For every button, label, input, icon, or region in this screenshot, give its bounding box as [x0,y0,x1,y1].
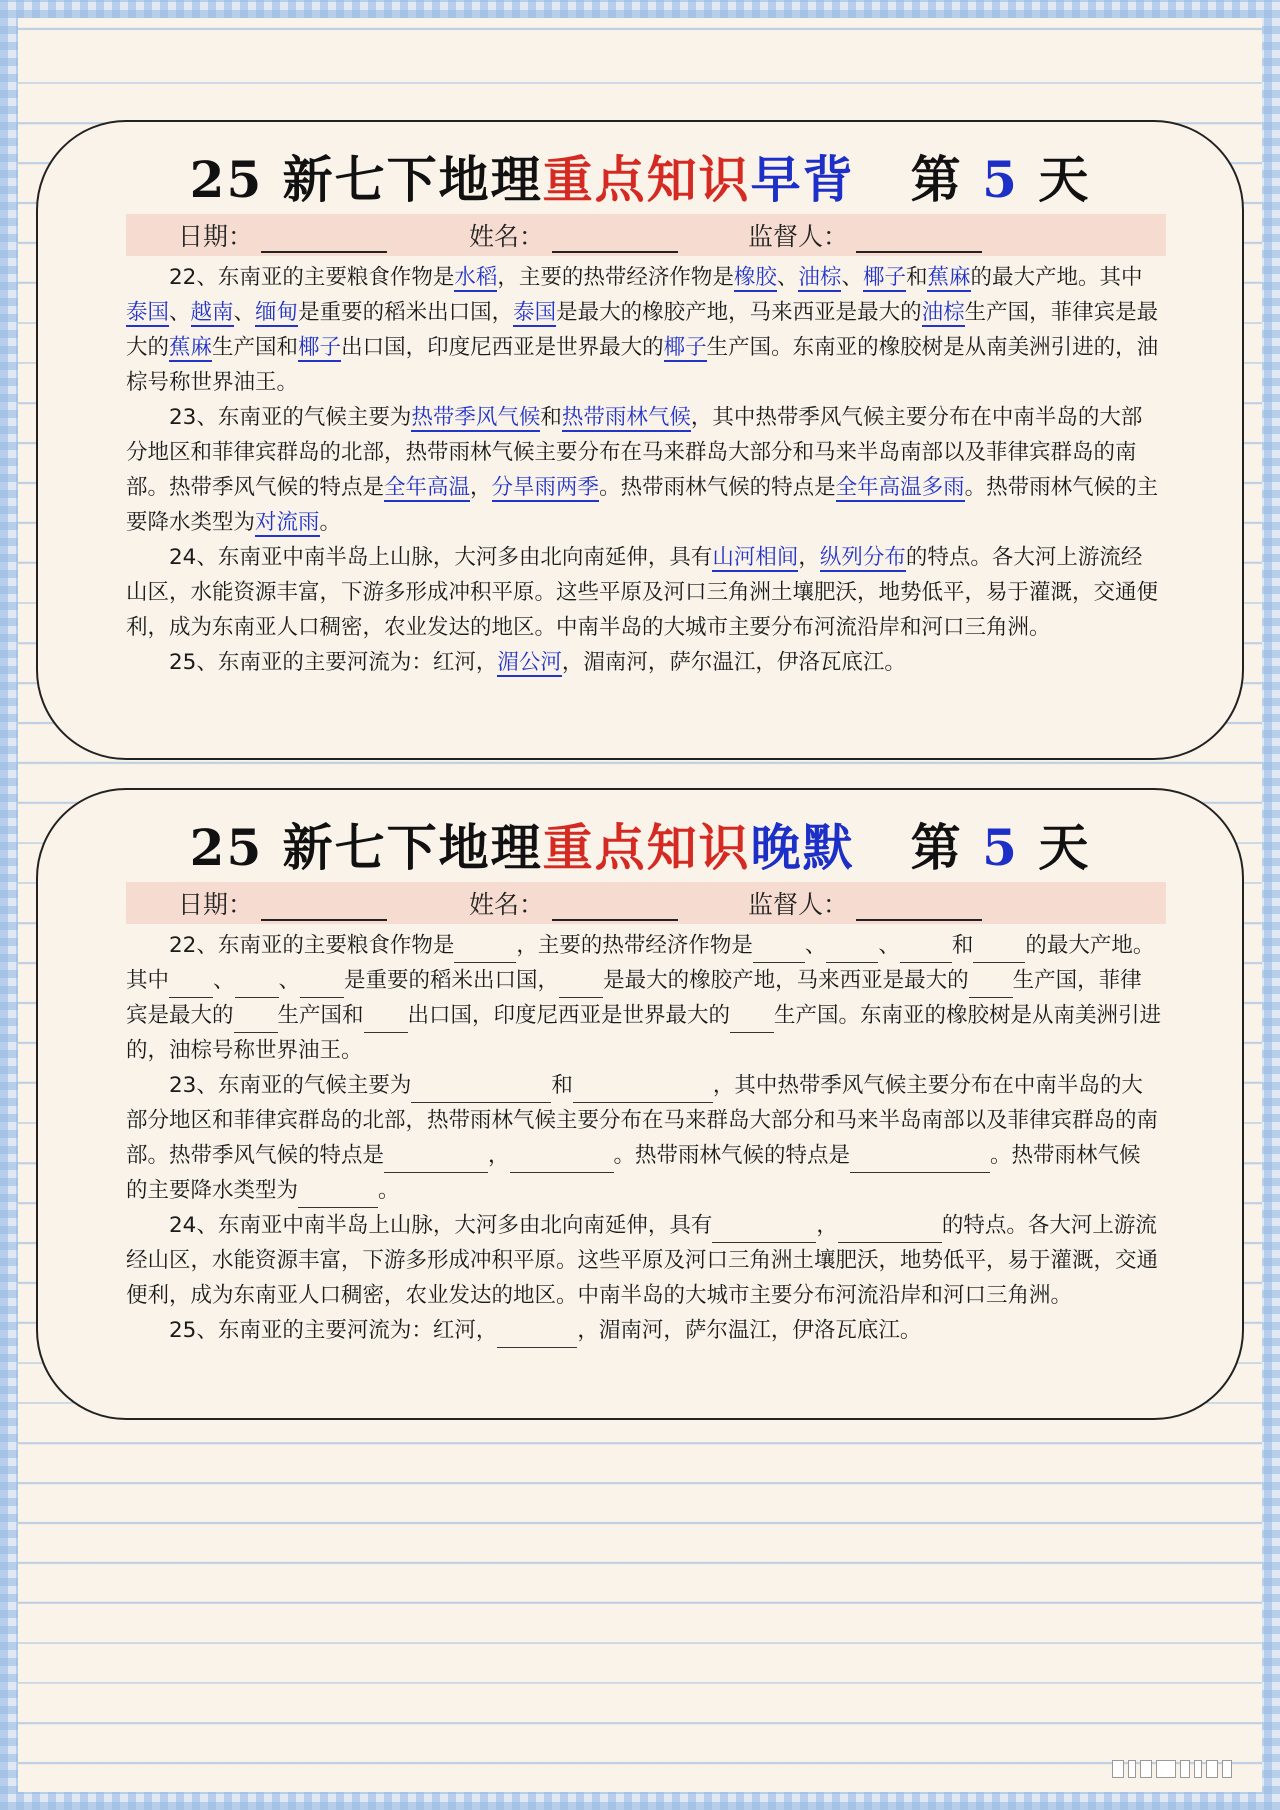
paragraph-25: 25、东南亚的主要河流为：红河， ，湄南河，萨尔温江，伊洛瓦底江。 [126,1313,1162,1348]
keyword: 油棕 [798,265,842,290]
name-label: 姓名： [469,890,545,919]
blank-field[interactable] [973,938,1025,963]
keyword: 蕉麻 [927,265,971,290]
page-title [38,808,1242,880]
blank-field[interactable] [753,938,805,963]
keyword: 油棕 [921,300,965,325]
paragraph-24: 24、东南亚中南半岛上山脉，大河多由北向南延伸，具有 ， 的特点。各大河上游流经山区，水能资源丰富，下游多形成冲积平原。这些平原及河口三角洲土壤肥沃，地势低平，易于灌溉，交通便利，成为东南亚人口稠密，农业发达的地区。中南半岛的大城市主要分布河流沿岸和河口三角洲。 [126,1213,1159,1308]
name-label: 姓名： [469,222,545,251]
keyword: 纵列分布 [819,545,906,570]
blank-field[interactable] [969,973,1013,998]
supervisor-field[interactable] [856,897,982,921]
paragraph-24: 24、东南亚中南半岛上山脉，大河多由北向南延伸，具有山河相间，纵列分布的特点。各大河上游流经山区，水能资源丰富，下游多形成冲积平原。这些平原及河口三角洲土壤肥沃，地势低平，易于灌溉，交通便利，成为东南亚人口稠密，农业发达的地区。中南半岛的大城市主要分布河流沿岸和河口三角洲。 [126,545,1159,640]
supervisor-field[interactable] [856,229,982,253]
keyword: 全年高温 [384,475,471,500]
keyword: 橡胶 [733,265,777,290]
paragraph-22: 22、东南亚的主要粮食作物是水稻，主要的热带经济作物是橡胶、油棕、椰子和蕉麻的最大产地。其中泰国、越南、缅甸是重要的稻米出口国，泰国是最大的橡胶产地，马来西亚是最大的油棕生产国，菲律宾是最大的蕉麻生产国和椰子出口国，印度尼西亚是世界最大的椰子生产国。东南亚的橡胶树是从南美洲引进的，油棕号称世界油王。 [126,265,1159,395]
date-label: 日期： [178,890,254,919]
keyword: 全年高温多雨 [835,475,965,500]
blank-field[interactable] [364,1008,408,1033]
keyword: 椰子 [862,265,906,290]
blank-field[interactable] [826,938,878,963]
title-day-number: 5 [982,818,1019,877]
blank-field[interactable] [169,973,213,998]
title-red: 重点知识 [542,818,751,877]
keyword: 越南 [190,300,234,325]
blank-field[interactable] [850,1148,990,1173]
morning-recitation-panel [36,120,1244,760]
name-field[interactable] [552,229,678,253]
meta-row [126,214,1166,256]
blank-field[interactable] [838,1218,942,1243]
blank-field[interactable] [497,1323,577,1348]
keyword: 热带季风气候 [411,405,541,430]
title-day: 第 [910,818,963,877]
keyword: 椰子 [663,335,707,360]
paragraph-23: 23、东南亚的气候主要为热带季风气候和热带雨林气候，其中热带季风气候主要分布在中南半岛的大部分地区和菲律宾群岛的北部，热带雨林气候主要分布在马来群岛大部分和马来半岛南部以及菲律宾群岛的南部。热带季风气候的特点是全年高温，分旱雨两季。热带雨林气候的特点是全年高温多雨。热带雨林气候的主要降水类型为对流雨。 [126,405,1159,535]
supervisor-label: 监督人： [748,890,849,919]
evening-dictation-panel [36,788,1244,1420]
keyword: 水稻 [454,265,498,290]
title-prefix: 25 新七下地理 [189,818,543,877]
supervisor-label: 监督人： [748,222,849,251]
date-label: 日期： [178,222,254,251]
knowledge-text [126,260,1162,680]
keyword: 椰子 [298,335,342,360]
blank-field[interactable] [384,1148,488,1173]
blank-field[interactable] [234,1008,278,1033]
title-day-suffix: 天 [1038,150,1091,209]
blank-field[interactable] [235,973,279,998]
keyword: 缅甸 [255,300,299,325]
blank-field[interactable] [300,973,344,998]
page-title [38,140,1242,212]
keyword: 山河相间 [712,545,799,570]
watermark-badge [1112,1760,1232,1778]
title-day: 第 [910,150,963,209]
keyword: 泰国 [126,300,170,325]
title-blue: 晚默 [750,818,855,877]
dictation-text [126,928,1162,1348]
worksheet-page [18,18,1262,1792]
meta-row [126,882,1166,924]
keyword: 分旱雨两季 [491,475,600,500]
name-field[interactable] [552,897,678,921]
date-field[interactable] [261,229,387,253]
keyword: 湄公河 [497,650,562,675]
title-day-suffix: 天 [1038,818,1091,877]
title-day-number: 5 [982,150,1019,209]
keyword: 泰国 [513,300,557,325]
blank-field[interactable] [730,1008,774,1033]
blank-field[interactable] [454,938,516,963]
blank-field[interactable] [559,973,603,998]
paragraph-25: 25、东南亚的主要河流为：红河，湄公河，湄南河，萨尔温江，伊洛瓦底江。 [169,650,906,675]
title-prefix: 25 新七下地理 [189,150,543,209]
paragraph-22: 22、东南亚的主要粮食作物是 ，主要的热带经济作物是 、 、 和 的最大产地。其中 、 、 是重要的稻米出口国， 是最大的橡胶产地，马来西亚是最大的 生产国，菲律宾是最大的 生产国和 出口国，印度尼西亚是世界最大的 生产国。东南亚的橡胶树是从南美洲引进的，油棕号称世界油王。 [126,933,1162,1063]
keyword: 蕉麻 [169,335,213,360]
blank-field[interactable] [298,1183,378,1208]
title-red: 重点知识 [542,150,751,209]
blank-field[interactable] [573,1078,713,1103]
blank-field[interactable] [411,1078,551,1103]
paragraph-23: 23、东南亚的气候主要为 和 ，其中热带季风气候主要分布在中南半岛的大部分地区和菲律宾群岛的北部，热带雨林气候主要分布在马来群岛大部分和马来半岛南部以及菲律宾群岛的南部。热带季风气候的特点是 ， 。热带雨林气候的特点是 。热带雨林气候的主要降水类型为 。 [126,1068,1162,1208]
keyword: 对流雨 [255,510,320,535]
blank-field[interactable] [900,938,952,963]
blank-field[interactable] [712,1218,816,1243]
date-field[interactable] [261,897,387,921]
title-blue: 早背 [750,150,855,209]
blank-field[interactable] [510,1148,614,1173]
keyword: 热带雨林气候 [561,405,691,430]
